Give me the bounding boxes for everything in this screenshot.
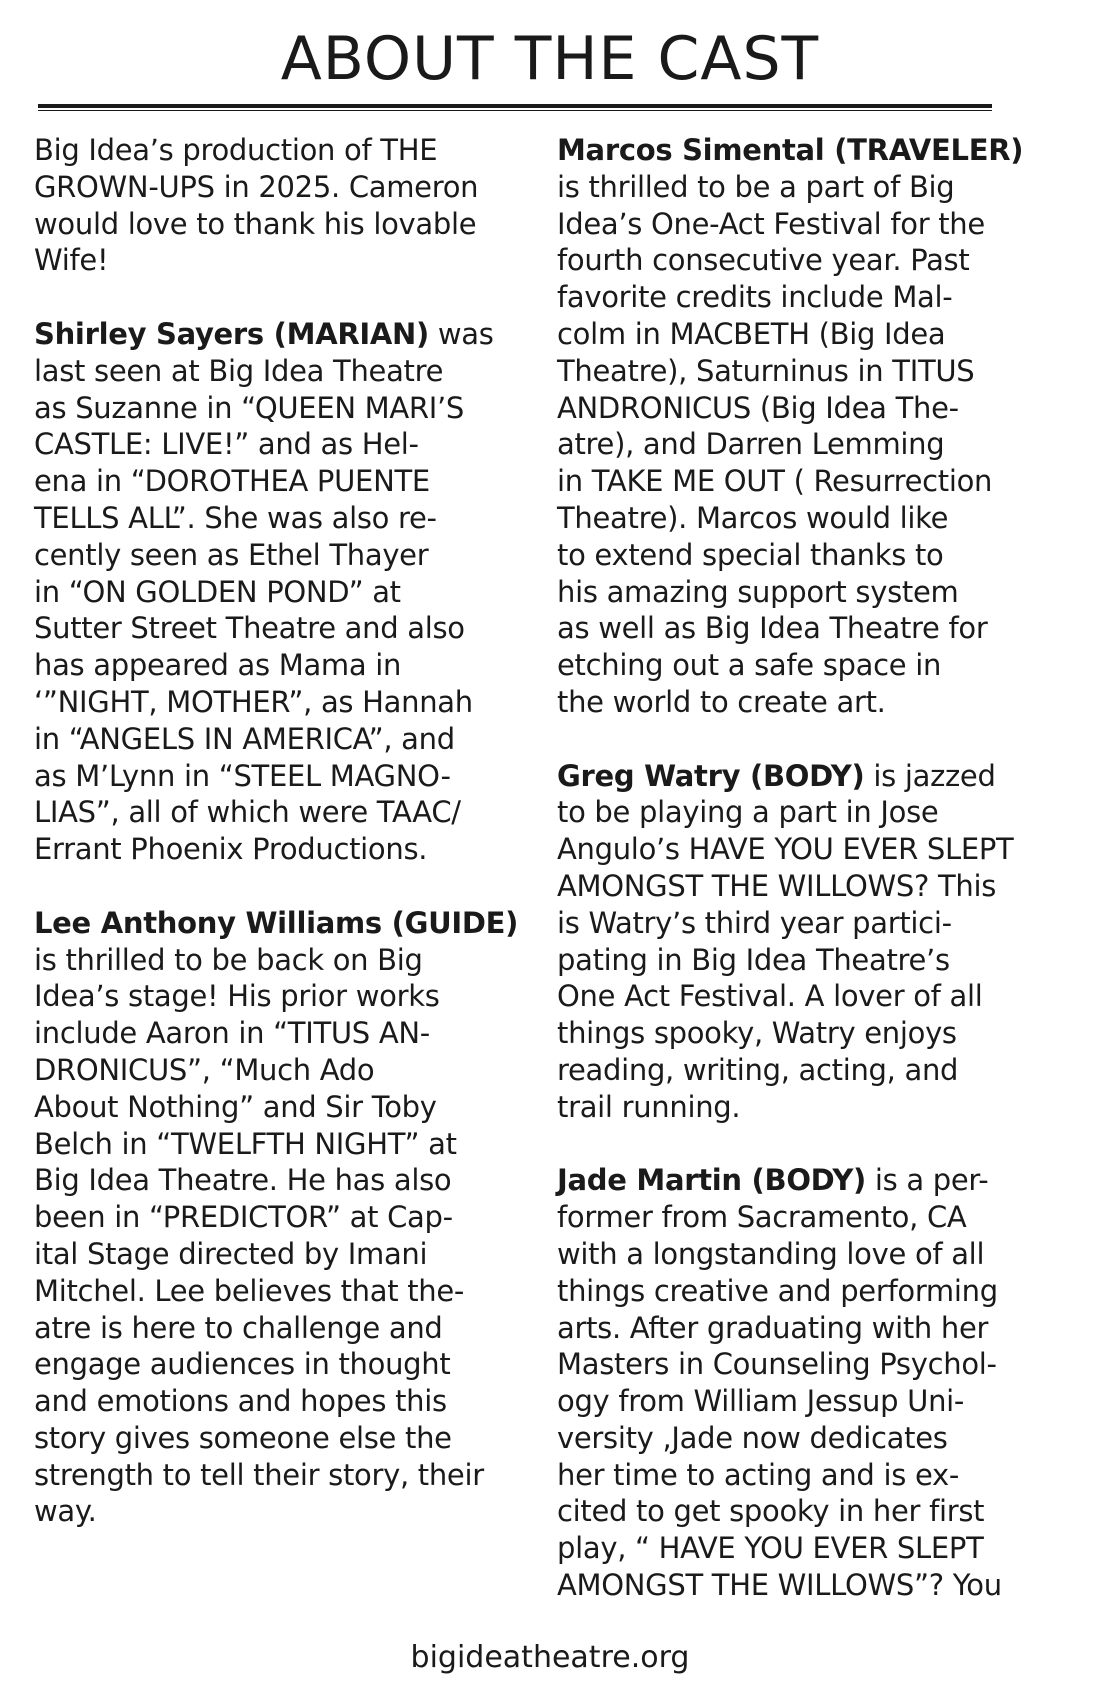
cast-name: Jade Martin (BODY) xyxy=(557,1163,866,1198)
bio-first-line xyxy=(557,758,1072,795)
bio-line: Big Idea Theatre. He has also xyxy=(34,1163,452,1198)
bio-line: would love to thank his lovable xyxy=(34,206,477,241)
bio-line: trail running. xyxy=(557,1089,741,1124)
bio-line: atre is here to challenge and xyxy=(34,1310,443,1345)
bio-first-line xyxy=(557,132,1072,169)
bio-line: etching out a safe space in xyxy=(557,648,942,683)
bio-greg-watry xyxy=(557,758,1072,1126)
bio-line: as M’Lynn in “STEEL MAGNO- xyxy=(34,758,451,793)
bio-line: in TAKE ME OUT ( Resurrection xyxy=(557,464,993,499)
bio-line: Idea’s stage! His prior works xyxy=(34,979,440,1014)
bio-line: to be playing a part in Jose xyxy=(557,795,939,830)
bio-text: was xyxy=(428,316,494,351)
bio-line: versity ,Jade now dedicates xyxy=(557,1420,948,1455)
bio-line: is Watry’s third year partici- xyxy=(557,905,952,940)
bio-line: story gives someone else the xyxy=(34,1420,452,1455)
bio-line: Sutter Street Theatre and also xyxy=(34,611,465,646)
bio-line: Angulo’s HAVE YOU EVER SLEPT xyxy=(557,832,1014,867)
bio-line: Masters in Counseling Psychol- xyxy=(557,1347,997,1382)
bio-line: and emotions and hopes this xyxy=(34,1384,447,1419)
bio-line: as Suzanne in “QUEEN MARI’S xyxy=(34,390,465,425)
website-footer: bigideatheatre.org xyxy=(410,1640,690,1675)
bio-line: Big Idea’s production of THE xyxy=(34,133,438,167)
cast-name: Greg Watry (BODY) xyxy=(557,758,865,793)
bio-lee-anthony-williams xyxy=(34,905,534,1531)
bio-line: in “ANGELS IN AMERICA”, and xyxy=(34,721,455,756)
bio-line: ‘”NIGHT, MOTHER”, as Hannah xyxy=(34,684,473,719)
bio-line: ena in “DOROTHEA PUENTE xyxy=(34,464,430,499)
bio-line: is thrilled to be a part of Big xyxy=(557,169,955,204)
left-column xyxy=(34,132,534,1567)
bio-line: things spooky, Watry enjoys xyxy=(557,1016,957,1051)
cast-name: Marcos Simental (TRAVELER) xyxy=(557,133,1024,167)
bio-line: strength to tell their story, their xyxy=(34,1457,484,1492)
bio-line: ital Stage directed by Imani xyxy=(34,1236,428,1271)
bio-line: as well as Big Idea Theatre for xyxy=(557,611,988,646)
bio-line: things creative and performing xyxy=(557,1273,998,1308)
bio-line: has appeared as Mama in xyxy=(34,648,402,683)
bio-line: favorite credits include Mal- xyxy=(557,280,953,315)
bio-line: the world to create art. xyxy=(557,684,886,719)
bio-text: is a per- xyxy=(865,1163,989,1198)
bio-line: engage audiences in thought xyxy=(34,1347,451,1382)
bio-line: CASTLE: LIVE!” and as Hel- xyxy=(34,427,419,462)
bio-marcos-simental xyxy=(557,132,1072,721)
bio-line: pating in Big Idea Theatre’s xyxy=(557,942,950,977)
bio-line: Mitchel. Lee believes that the- xyxy=(34,1273,465,1308)
bio-line: is thrilled to be back on Big xyxy=(34,942,423,977)
bio-continued xyxy=(34,132,534,279)
bio-line: ANDRONICUS (Big Idea The- xyxy=(557,390,959,425)
bio-line: his amazing support system xyxy=(557,574,959,609)
bio-line: play, “ HAVE YOU EVER SLEPT xyxy=(557,1531,984,1566)
bio-line: atre), and Darren Lemming xyxy=(557,427,945,462)
bio-jade-martin xyxy=(557,1162,1072,1604)
bio-line: About Nothing” and Sir Toby xyxy=(34,1089,437,1124)
bio-line: LIAS”, all of which were TAAC/ xyxy=(34,795,461,830)
bio-line: DRONICUS”, “Much Ado xyxy=(34,1052,375,1087)
bio-line: AMONGST THE WILLOWS? This xyxy=(557,868,997,903)
bio-line: colm in MACBETH (Big Idea xyxy=(557,316,946,351)
bio-line: Theatre). Marcos would like xyxy=(557,500,949,535)
bio-shirley-sayers xyxy=(34,316,534,868)
bio-line: Belch in “TWELFTH NIGHT” at xyxy=(34,1126,457,1161)
bio-line: with a longstanding love of all xyxy=(557,1236,985,1271)
bio-line: to extend special thanks to xyxy=(557,537,944,572)
bio-line: GROWN-UPS in 2025. Cameron xyxy=(34,169,479,204)
bio-line: arts. After graduating with her xyxy=(557,1310,989,1345)
cast-name: Shirley Sayers (MARIAN) xyxy=(34,316,429,351)
bio-line: Errant Phoenix Productions. xyxy=(34,832,428,867)
bio-line: ogy from William Jessup Uni- xyxy=(557,1384,965,1419)
bio-line: One Act Festival. A lover of all xyxy=(557,979,983,1014)
bio-line: her time to acting and is ex- xyxy=(557,1457,960,1492)
bio-line: in “ON GOLDEN POND” at xyxy=(34,574,401,609)
bio-line: cently seen as Ethel Thayer xyxy=(34,537,429,572)
bio-line: way. xyxy=(34,1494,97,1529)
bio-line: TELLS ALL”. She was also re- xyxy=(34,500,437,535)
title-rule-thick xyxy=(38,104,992,108)
bio-line: reading, writing, acting, and xyxy=(557,1052,959,1087)
bio-line: AMONGST THE WILLOWS”? You xyxy=(557,1568,1002,1603)
bio-line: cited to get spooky in her first xyxy=(557,1494,985,1529)
cast-name: Lee Anthony Williams (GUIDE) xyxy=(34,905,519,940)
title-rule-thin xyxy=(38,110,992,111)
bio-text: is jazzed xyxy=(864,758,996,793)
page-title: ABOUT THE CAST xyxy=(280,24,820,94)
bio-first-line xyxy=(34,905,534,942)
bio-line: Idea’s One-Act Festival for the xyxy=(557,206,985,241)
bio-line: been in “PREDICTOR” at Cap- xyxy=(34,1200,453,1235)
bio-line: former from Sacramento, CA xyxy=(557,1200,967,1235)
bio-line: last seen at Big Idea Theatre xyxy=(34,353,444,388)
bio-first-line xyxy=(34,316,534,353)
bio-line: include Aaron in “TITUS AN- xyxy=(34,1016,430,1051)
bio-line: fourth consecutive year. Past xyxy=(557,243,970,278)
bio-first-line xyxy=(557,1162,1072,1199)
bio-line: Theatre), Saturninus in TITUS xyxy=(557,353,975,388)
right-column xyxy=(557,132,1072,1641)
bio-line: Wife! xyxy=(34,243,109,278)
